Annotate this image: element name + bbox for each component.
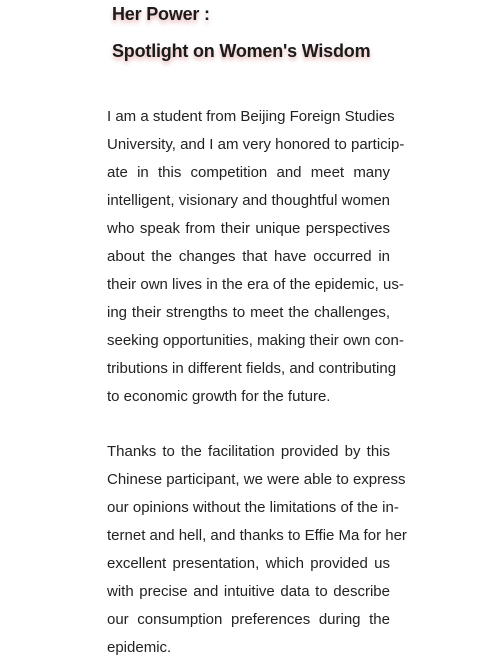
paragraph-line: seeking opportunities, making their own con- bbox=[107, 332, 404, 349]
paragraph-line: ternet and hell, and thanks to Effie Ma for her bbox=[107, 527, 407, 544]
paragraph-thanks bbox=[107, 438, 407, 662]
paragraph-intro bbox=[107, 103, 405, 411]
paragraph-line: to economic growth for the future. bbox=[107, 388, 331, 405]
paragraph-line: our consumption preferences during the bbox=[107, 611, 390, 628]
paragraph-line: ing their strengths to meet the challenges, bbox=[107, 304, 390, 321]
paragraph-line: about the changes that have occurred in bbox=[107, 248, 390, 265]
paragraph-line: our opinions without the limitations of the in- bbox=[107, 499, 399, 516]
paragraph-line: their own lives in the era of the epidemic, us- bbox=[107, 276, 404, 293]
paragraph-line: Thanks to the facilitation provided by this bbox=[107, 443, 390, 460]
paragraph-line: tributions in different fields, and contributing bbox=[107, 360, 397, 377]
paragraph-line: intelligent, visionary and thoughtful women bbox=[107, 192, 390, 209]
paragraph-line: ate in this competition and meet many bbox=[107, 164, 390, 181]
paragraph-line: excellent presentation, which provided us bbox=[107, 555, 390, 572]
paragraph-line: with precise and intuitive data to describe bbox=[107, 583, 390, 600]
paragraph-line: epidemic. bbox=[107, 639, 172, 656]
paragraph-line: I am a student from Beijing Foreign Studies bbox=[107, 108, 395, 125]
title-line-2: Spotlight on Women's Wisdom bbox=[112, 41, 371, 61]
paragraph-line: Chinese participant, we were able to express bbox=[107, 471, 406, 488]
title-line-1: Her Power : bbox=[112, 4, 210, 24]
paragraph-line: who speak from their unique perspectives bbox=[107, 220, 390, 237]
paragraph-line: University, and I am very honored to particip- bbox=[107, 136, 405, 153]
